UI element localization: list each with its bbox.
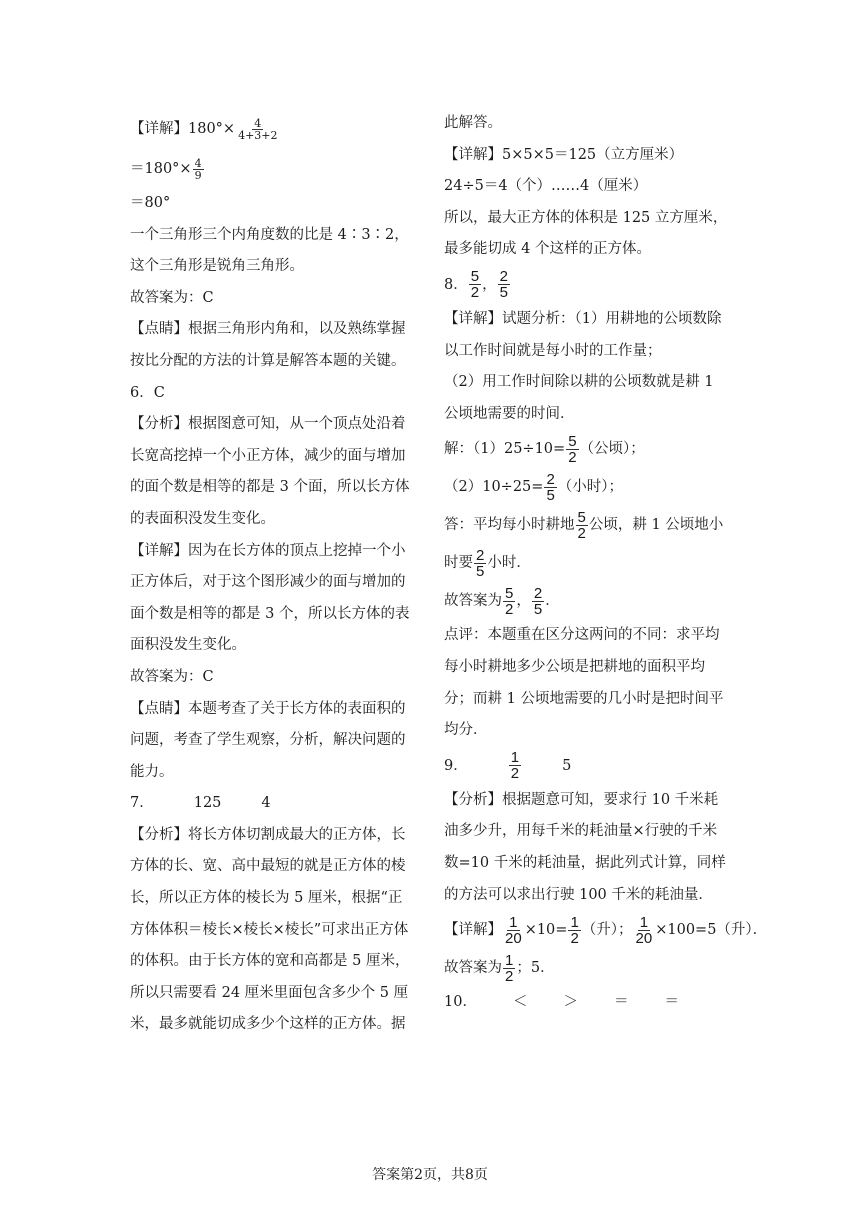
answer-line: 【分析】根据图意可知，从一个顶点处沿着 <box>130 416 406 433</box>
answer-line: （2）10÷25= $\frac{2}{5}$ （小时）； <box>444 470 624 504</box>
answer-line: 【详解】180°× $\frac{4}{4+3+2}$ <box>130 116 278 142</box>
question-number: 10． <box>444 994 477 1011</box>
question-number: 8． <box>444 276 468 293</box>
answer-line: 能力。 <box>130 763 174 780</box>
answer-line: 【详解】 $\frac{1}{20}$ ×10= $\frac{1}{2}$ （升）； $\frac{1}{20}$ ×100=5（升）． <box>444 913 768 947</box>
fraction: $\frac{2}{5}$ <box>499 268 508 302</box>
question-8-answers: 8． $\frac{5}{2}$ ， $\frac{2}{5}$ <box>444 268 508 302</box>
answer-line: ＝80° <box>130 195 171 211</box>
answer-line: 以工作时间就是每小时的工作量； <box>444 342 662 359</box>
answer-line: （2）用工作时间除以耕的公顷数就是耕 1 <box>444 374 714 391</box>
page-footer: 答案第2页，共8页 <box>372 1167 488 1183</box>
question-10-answers <box>444 987 734 1019</box>
answer-line: 故答案为：C <box>130 668 214 685</box>
answer-line: 故答案为 $\frac{5}{2}$ ， $\frac{2}{5}$ ． <box>444 584 560 618</box>
answer-line: 面个数是相等的都是 3 个，所以长方体的表 <box>130 605 410 622</box>
fraction: $\frac{1}{20}$ <box>635 913 653 947</box>
answer-line: 【分析】根据题意可知，要求行 10 千米耗 <box>444 791 719 808</box>
fraction: $\frac{2}{5}$ <box>476 546 485 580</box>
answer-line: 方体体积＝棱长×棱长×棱长”可求出正方体 <box>130 921 409 938</box>
fraction: $\frac{5}{2}$ <box>470 268 480 302</box>
answer-line: 点评：本题重在区分这两问的不同：求平均 <box>444 627 720 644</box>
answer-line: 故答案为：C <box>130 289 214 306</box>
answer-line: 24÷5＝4（个）……4（厘米） <box>444 178 648 195</box>
fraction: $\frac{4}{4+3+2}$ <box>238 116 278 142</box>
question-9-answers <box>444 747 734 785</box>
blank-answer: 5 <box>562 757 572 774</box>
fraction: $\frac{5}{2}$ <box>577 508 586 542</box>
fraction: $\frac{2}{5}$ <box>546 470 555 504</box>
answer-line: 时要 $\frac{2}{5}$ 小时． <box>444 546 531 580</box>
answer-line: 这个三角形是锐角三角形。 <box>130 258 304 275</box>
comparison-symbol: ＜ <box>512 994 528 1011</box>
answer-line: 的方法可以求出行驶 100 千米的耗油量． <box>444 886 713 903</box>
answer-line: 分；而耕 1 公顷地需要的几小时是把时间平 <box>444 690 724 707</box>
answer-line: 方体的长、宽、高中最短的就是正方体的棱 <box>130 858 406 875</box>
answer-line: 的面个数是相等的都是 3 个面，所以长方体 <box>130 479 410 496</box>
answer-line: 故答案为 $\frac{1}{2}$ ；5． <box>444 951 555 985</box>
blank-answer: 4 <box>261 795 271 812</box>
fraction: $\frac{1}{2}$ <box>510 749 520 783</box>
question-number: 9． <box>444 757 468 774</box>
comparison-symbol: ＝ <box>664 994 679 1011</box>
blank-answer: 125 <box>193 795 222 812</box>
question-7-answers <box>130 788 438 820</box>
answer-line: 【详解】因为在长方体的顶点上挖掉一个小 <box>130 542 406 559</box>
answer-line: 的体积。由于长方体的宽和高都是 5 厘米， <box>130 953 410 970</box>
answer-line: 数=10 千米的耗油量，据此列式计算，同样 <box>444 854 726 871</box>
fraction: $\frac{1}{2}$ <box>570 913 579 947</box>
answer-line: 按比分配的方法的计算是解答本题的关键。 <box>130 352 406 369</box>
answer-line: 均分． <box>444 722 488 739</box>
answer-line: 【点睛】根据三角形内角和，以及熟练掌握 <box>130 321 406 338</box>
answer-line: 一个三角形三个内角度数的比是 4∶3∶2， <box>130 226 409 243</box>
right-column <box>444 108 768 1019</box>
question-number: 7． <box>130 795 154 812</box>
answer-line: 【分析】将长方体切割成最大的正方体，长 <box>130 826 406 843</box>
left-column <box>130 108 438 1041</box>
answer-line: 问题，考查了学生观察，分析，解决问题的 <box>130 732 406 749</box>
answer-line: 每小时耕地多少公顷是把耕地的面积平均 <box>444 658 705 675</box>
answer-line: 解：（1）25÷10= $\frac{5}{2}$ （公顷）； <box>444 432 645 466</box>
answer-line: 【点睛】本题考查了关于长方体的表面积的 <box>130 700 406 717</box>
answer-line: 长，所以正方体的棱长为 5 厘米，根据“正 <box>130 890 403 907</box>
fraction: $\frac{2}{5}$ <box>533 584 543 618</box>
question-number: 6．C <box>130 384 165 401</box>
fraction: $\frac{4}{9}$ <box>194 156 202 182</box>
answer-line: 的表面积没发生变化。 <box>130 510 275 527</box>
answer-line: 【详解】试题分析：（1）用耕地的公顷数除 <box>444 310 722 327</box>
answer-line: 此解答。 <box>444 115 502 131</box>
answer-line: 【详解】5×5×5＝125（立方厘米） <box>444 146 684 163</box>
answer-line: 油多少升，用每千米的耗油量×行驶的千米 <box>444 823 718 840</box>
answer-line: 所以只需要看 24 厘米里面包含多少个 5 厘 <box>130 984 409 1001</box>
comparison-symbol: ＝ <box>613 994 629 1011</box>
answer-line: 长宽高挖掉一个小正方体，减少的面与增加 <box>130 447 406 464</box>
fraction: $\frac{1}{20}$ <box>505 913 522 947</box>
comparison-symbol: ＞ <box>563 994 578 1011</box>
answer-line: 所以，最大正方体的体积是 125 立方厘米， <box>444 209 728 226</box>
answer-line: 米，最多就能切成多少个这样的正方体。据 <box>130 1016 406 1033</box>
fraction: $\frac{1}{2}$ <box>505 951 514 985</box>
answer-line: 面积没发生变化。 <box>130 637 246 654</box>
fraction: $\frac{5}{2}$ <box>505 584 514 618</box>
answer-line: 公顷地需要的时间． <box>444 405 575 422</box>
fraction: $\frac{5}{2}$ <box>568 432 577 466</box>
answer-line: 正方体后，对于这个图形减少的面与增加的 <box>130 574 406 591</box>
answer-line: ＝180°× $\frac{4}{9}$ <box>130 156 202 182</box>
answer-line: 答：平均每小时耕地 $\frac{5}{2}$ 公顷，耕 1 公顷地小 <box>444 508 724 542</box>
answer-line: 最多能切成 4 个这样的正方体。 <box>444 241 651 258</box>
